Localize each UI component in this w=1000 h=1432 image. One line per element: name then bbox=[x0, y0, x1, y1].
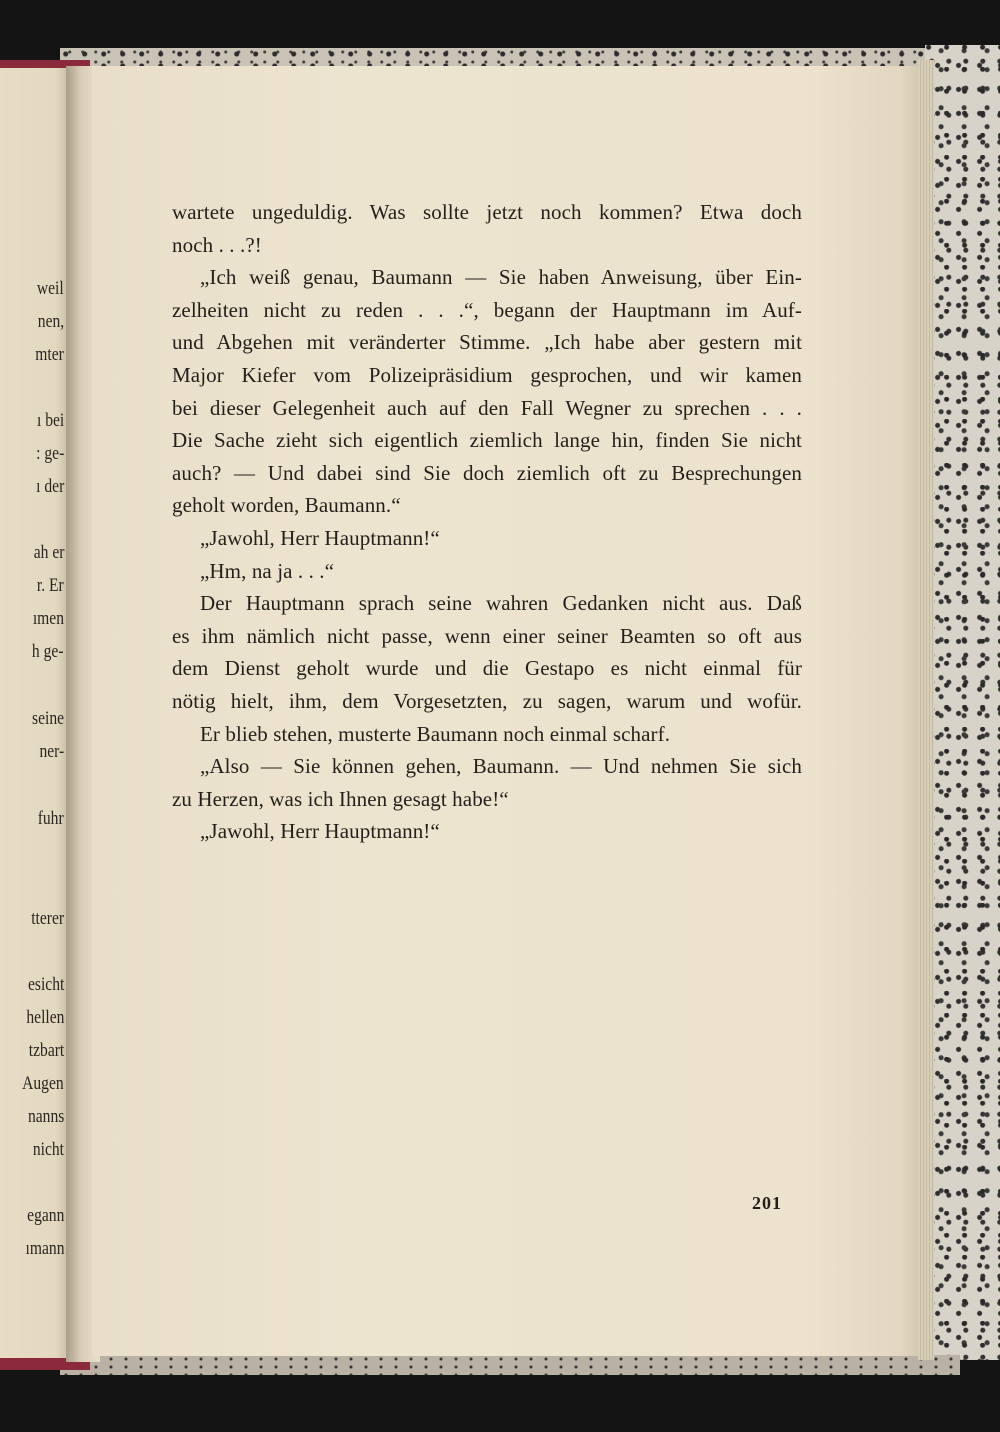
text-line: „Hm, na ja . . .“ bbox=[200, 558, 335, 583]
left-page-text-fragments bbox=[0, 268, 68, 1288]
left-page-fragment: ah er bbox=[33, 542, 64, 563]
left-page-fragment: mter bbox=[35, 344, 64, 365]
left-page-fragment: nicht bbox=[32, 1139, 64, 1160]
left-page-fragment: ı der bbox=[35, 476, 64, 497]
left-page-fragment: ımen bbox=[32, 608, 64, 629]
left-page-fragment: ımann bbox=[25, 1238, 64, 1259]
left-page-fragment: Augen bbox=[22, 1073, 64, 1094]
left-page-fragment: nen, bbox=[37, 311, 64, 332]
left-page-fragment: esicht bbox=[27, 974, 64, 995]
book-cover-right bbox=[925, 45, 1000, 1360]
page-number: 201 bbox=[752, 1193, 782, 1213]
left-page-fragment: ner- bbox=[39, 741, 64, 762]
text-line: „Also — Sie können gehen, Baumann. — Und nehmen Sie sich bbox=[200, 754, 802, 779]
page-edges bbox=[918, 60, 934, 1360]
left-page-fragment: : ge- bbox=[35, 443, 64, 464]
left-page-fragment: fuhr bbox=[38, 808, 64, 829]
left-page-fragment: r. Er bbox=[37, 575, 64, 596]
left-page-fragment: seine bbox=[31, 708, 64, 729]
text-line: noch . . .?! bbox=[172, 232, 262, 257]
left-page-fragment: weil bbox=[37, 278, 64, 299]
text-line: Er blieb stehen, musterte Baumann noch einmal scharf. bbox=[200, 721, 671, 746]
left-page-fragment: h ge- bbox=[32, 641, 64, 662]
text-line: es ihm nämlich nicht passe, wenn einer seiner Beamten so oft aus bbox=[172, 623, 802, 648]
left-page-fragment: ı bei bbox=[36, 410, 64, 431]
text-line: geholt worden, Baumann.“ bbox=[172, 493, 401, 518]
text-line: Die Sache zieht sich eigentlich ziemlich lange hin, finden Sie nicht bbox=[172, 428, 802, 453]
left-page-fragment: tzbart bbox=[28, 1040, 64, 1061]
text-line: wartete ungeduldig. Was sollte jetzt noch kommen? Etwa doch bbox=[172, 200, 802, 224]
text-line: zu Herzen, was ich Ihnen gesagt habe!“ bbox=[172, 786, 509, 811]
text-line: nötig hielt, ihm, dem Vorgesetzten, zu sagen, warum und wofür. bbox=[172, 688, 802, 713]
text-line: Der Hauptmann sprach seine wahren Gedanken nicht aus. Daß bbox=[200, 591, 802, 616]
text-line: Major Kiefer vom Polizeipräsidium gesprochen, und wir kamen bbox=[172, 362, 802, 387]
text-line: „Ich weiß genau, Baumann — Sie haben Anweisung, über Ein- bbox=[200, 265, 802, 290]
text-line: „Jawohl, Herr Hauptmann!“ bbox=[200, 525, 440, 550]
left-page-fragment: tterer bbox=[31, 908, 64, 929]
left-page-fragment: nanns bbox=[27, 1106, 64, 1127]
text-line: „Jawohl, Herr Hauptmann!“ bbox=[200, 819, 440, 844]
text-line: zelheiten nicht zu reden . . .“, begann der Hauptmann im Auf- bbox=[172, 297, 802, 322]
page-body-text bbox=[172, 196, 802, 848]
text-line: bei dieser Gelegenheit auch auf den Fall Wegner zu sprechen . . . bbox=[172, 395, 802, 420]
left-page-fragment: hellen bbox=[25, 1007, 64, 1028]
text-line: und Abgehen mit veränderter Stimme. „Ich habe aber gestern mit bbox=[172, 330, 802, 355]
left-page bbox=[0, 68, 74, 1358]
book-cover-bottom bbox=[60, 1355, 960, 1375]
left-page-fragment: egann bbox=[26, 1205, 64, 1226]
text-line: auch? — Und dabei sind Sie doch ziemlich oft zu Besprechungen bbox=[172, 460, 802, 485]
text-line: dem Dienst geholt wurde und die Gestapo es nicht einmal für bbox=[172, 656, 802, 681]
